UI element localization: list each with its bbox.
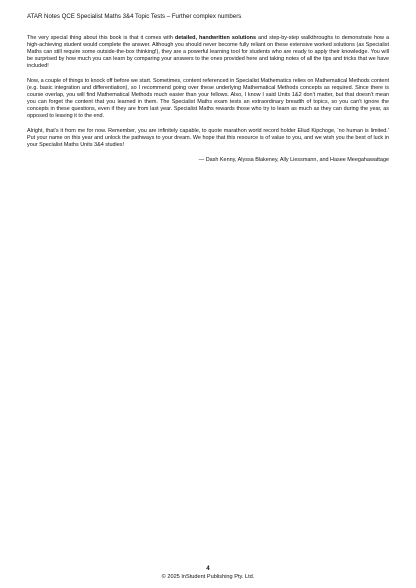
closing-paragraph: Alright, that’s it from me for now. Remember, you are infinitely capable, to quote marathon world record holder Eliud Kipchoge, ‘no human is limited.’ Put your name on this year and unlock the pathways to your dream. We hope that this resource is of value to you, and we wish you the best of luck in your Specialist Maths Units 3&4 studies! xyxy=(27,128,389,148)
intro-emphasis: detailed, handwritten solutions xyxy=(174,35,257,41)
running-header: ATAR Notes QCE Specialist Maths 3&4 Topic Tests – Further complex numbers xyxy=(27,13,242,20)
intro-text-start: The very special thing about this book is that it comes with xyxy=(27,35,175,41)
intro-text-end: and step-by-step walkthroughs to demonstrate how a high-achieving student would complete the answer. Although you should never become fully reliant on these extensive worked solutions (as Specialist Maths can still require some outside-the-box thinking!), they are a powerful learning tool for students who are ready to apply their knowledge. You will be surprised by how much you can learn by comparing your answers to the ones provided here and taking notes of all the tips and tricks that we have included! xyxy=(27,35,389,69)
copyright-notice: © 2025 InStudent Publishing Pty. Ltd. xyxy=(161,574,255,580)
prerequisites-paragraph: Now, a couple of things to knock off before we start. Sometimes, content referenced in Specialist Mathematics relies on Mathematical Methods content (e.g. basic integration and differentiation), so I recommend going over these underlying Mathematical Methods concepts as required. Since there is course overlap, you will find Mathematical Methods much easier than your fellows. Also, I know I said Units 1&2 don’t matter, but that doesn’t mean you can forget the content that you learned in them. The Specialist Maths exam tests an extraordinary breadth of topics, so you can’t ignore the concepts in these questions, even if they are from last year. Specialist Maths rewards those who try to learn as much as they can during the year, as opposed to leaving it to the end. xyxy=(27,78,389,119)
intro-paragraph xyxy=(27,35,389,70)
body-text xyxy=(27,35,389,164)
author-signoff: — Dash Kenny, Alyssa Blakeney, Ally Liessmann, and Hasee Meegahawattage xyxy=(198,157,389,163)
page-number: 4 xyxy=(206,565,210,572)
